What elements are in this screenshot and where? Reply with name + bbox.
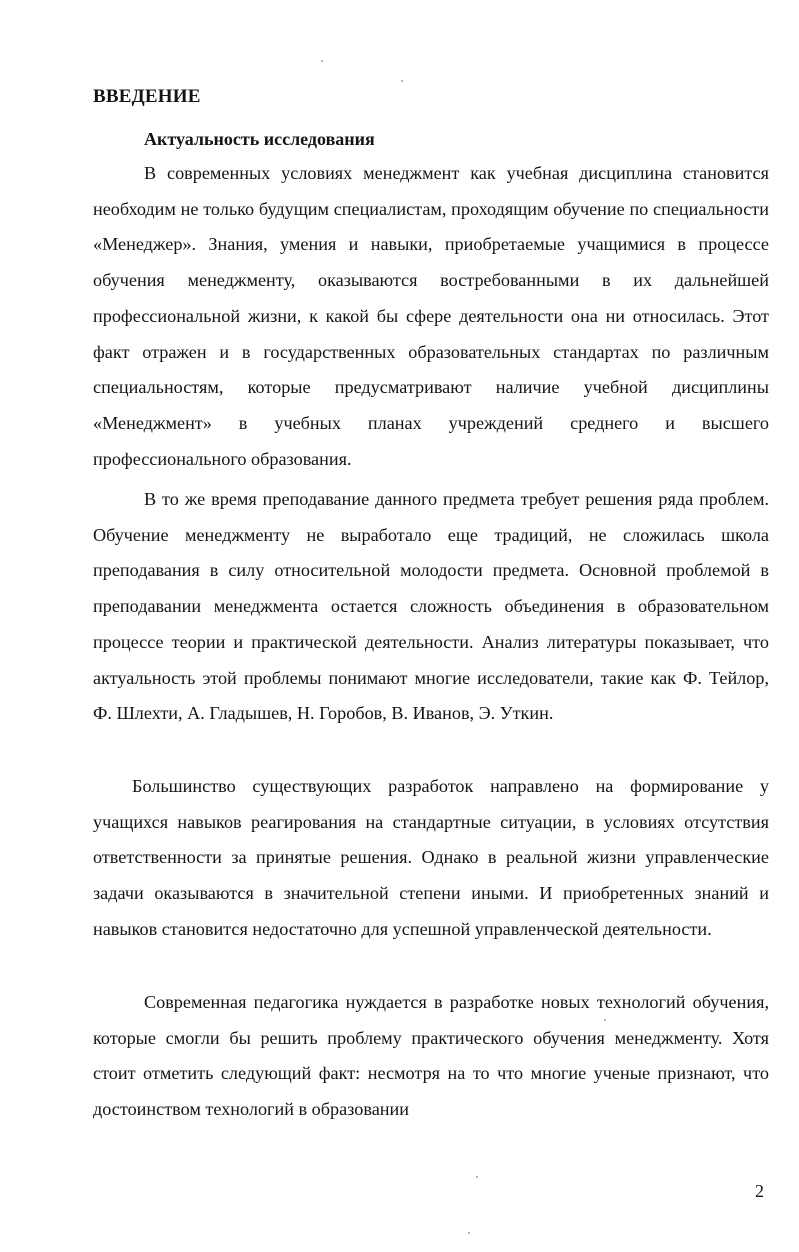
scan-speck [401, 80, 403, 82]
paragraph-1: В современных условиях менеджмент как учебная дисциплина становится необходим не только будущим специалистам, проходящим обучение по специальности «Менеджер». Знания, умения и навыки, приобретаемые учащимися в процессе обучения менеджменту, оказываются востребованными в их дальнейшей профессиональной жизни, к какой бы сфере деятельности она ни относилась. Этот факт отражен и в государственных образовательных стандартах по различным специальностям, которые предусматривают наличие учебной дисциплины «Менеджмент» в учебных планах учреждений среднего и высшего профессионального образования. [93, 163, 769, 469]
scan-speck [468, 1232, 470, 1234]
section-heading: ВВЕДЕНИЕ [93, 86, 201, 107]
scan-speck [476, 1176, 478, 1178]
paragraph-2: В то же время преподавание данного предмета требует решения ряда проблем. Обучение менеджменту не выработало еще традиций, не сложилась школа преподавания в силу относительной молодости предмета. Основной проблемой в преподавании менеджмента остается сложность объединения в образовательном процессе теории и практической деятельности. Анализ литературы показывает, что актуальность этой проблемы понимают многие исследователи, такие как Ф. Тейлор, Ф. Шлехти, А. Гладышев, Н. Горобов, В. Иванов, Э. Уткин. [93, 489, 769, 724]
paragraph-4: Современная педагогика нуждается в разработке новых технологий обучения, которые смогли бы решить проблему практического обучения менеджменту. Хотя стоит отметить следующий факт: несмотря на то что многие ученые признают, что достоинством технологий в образовании [93, 992, 769, 1120]
page-number: 2 [755, 1181, 764, 1201]
scan-speck [321, 60, 323, 62]
subsection-heading: Актуальность исследования [144, 129, 375, 149]
paragraph-3: Большинство существующих разработок направлено на формирование у учащихся навыков реагирования на стандартные ситуации, в условиях отсутствия ответственности за принятые решения. Однако в реальной жизни управленческие задачи оказываются в значительной степени иными. И приобретенных знаний и навыков становится недостаточно для успешной управленческой деятельности. [93, 776, 769, 939]
scan-speck [604, 1019, 606, 1021]
